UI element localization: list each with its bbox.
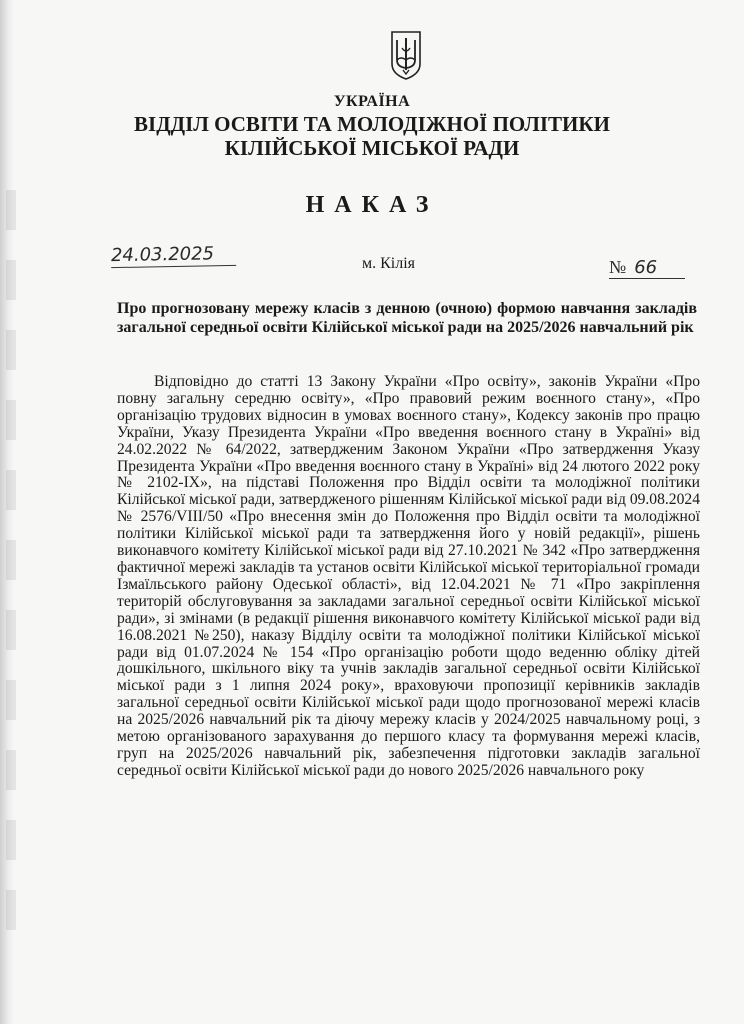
number-sign: № xyxy=(609,257,627,277)
document-subject: Про прогнозовану мережу класів з денною (очною) формою навчання закладів загальної середньої освіти Кілійської міської ради на 2025/2026 навчальний рік xyxy=(117,300,697,336)
document-city: м. Кілія xyxy=(362,255,416,272)
document-number-field xyxy=(609,257,685,279)
coat-of-arms-trident-icon xyxy=(389,30,423,80)
department-heading-line1: ВІДДІЛ ОСВІТИ ТА МОЛОДІЖНОЇ ПОЛІТИКИ xyxy=(134,112,610,136)
document-date: 24.03.2025 xyxy=(111,243,236,268)
scan-smudge xyxy=(6,190,16,930)
document-body-paragraph: Відповідно до статті 13 Закону України «Про освіту», законів України «Про повну загальну середню освіту», «Про правовий режим воєнного стану», «Про організацію трудових відносин в умовах воєнного стану», Кодексу законів про працю України, Указу Президента України «Про введення воєнного стану в Україні» від 24.02.2022 № 64/2022, затвердженим Законом України «Про затвердження Указу Президента України «Про введення воєнного стану в Україні» від 24 лютого 2022 року № 2102-IX», на підставі Положення про Відділ освіти та молодіжної політики Кілійської міської ради, затвердженого рішенням Кілійської міської ради від 09.08.2024 № 2576/VIII/50 «Про внесення змін до Положення про Відділ освіти та молодіжної політики Кілійської міської ради та затвердження його у новій редакції», рішень виконавчого комітету Кілійської міської ради від 27.10.2021 № 342 «Про затвердження фактичної мережі закладів та установ освіти Кілійської міської територіальної громади Ізмаїльського району Одеської області», від 12.04.2021 № 71 «Про закріплення територій обслуговування за закладами загальної середньої освіти Кілійської міської ради», зі змінами (в редакції рішення виконавчого комітету Кілійської міської ради від 16.08.2021 №250), наказу Відділу освіти та молодіжної політики Кілійської міської ради від 01.07.2024 № 154 «Про організацію роботи щодо веденню обліку дітей дошкільного, шкільного віку та учнів закладів загальної середньої освіти Кілійської міської ради з 1 липня 2024 року», враховуючи пропозиції керівників закладів загальної середньої освіти Кілійської міської ради щодо прогнозованої мережі класів на 2025/2026 навчальний рік та діючу мережу класів у 2024/2025 навчальному році, з метою організованого зарахування до першого класу та формування мережі класів, груп на 2025/2026 навчальний рік, забезпечення підготовки закладів загальної середньої освіти Кілійської міської ради до нового 2025/2026 навчального року xyxy=(117,373,700,779)
department-heading-line2: КІЛІЙСЬКОЇ МІСЬКОЇ РАДИ xyxy=(224,136,520,160)
country-heading: УКРАЇНА xyxy=(333,93,411,110)
document-number: 66 xyxy=(634,257,658,278)
document-type-title: НАКАЗ xyxy=(305,192,439,218)
